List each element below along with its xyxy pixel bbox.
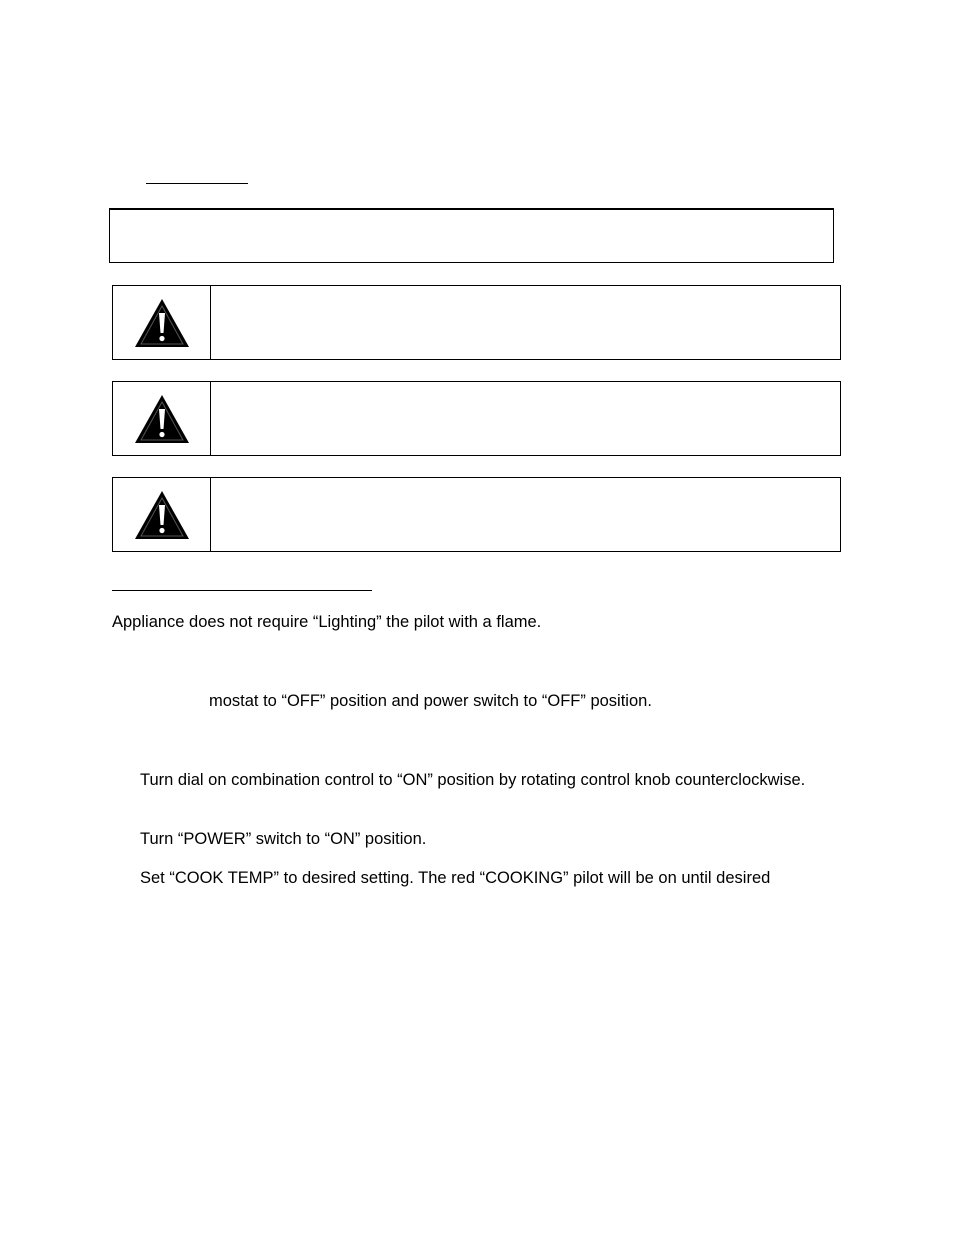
warning-triangle-icon (133, 489, 191, 541)
pilot-paragraph: Appliance does not require “Lighting” the pilot with a flame. (112, 613, 542, 631)
warning-text-cell (211, 478, 840, 551)
warning-triangle-icon (133, 393, 191, 445)
warning-box-3 (112, 477, 841, 552)
warning-icon-cell (113, 382, 211, 455)
step-cook-temp: Set “COOK TEMP” to desired setting. The red “COOKING” pilot will be on until desired (140, 869, 771, 887)
warning-box-1 (112, 285, 841, 360)
step-thermostat: mostat to “OFF” position and power switch to “OFF” position. (209, 692, 652, 710)
warning-icon-cell (113, 286, 211, 359)
section-underline (112, 590, 372, 591)
warning-text-cell (211, 286, 840, 359)
notice-box (109, 208, 834, 263)
warning-triangle-icon (133, 297, 191, 349)
step-power: Turn “POWER” switch to “ON” position. (140, 830, 427, 848)
warning-box-2 (112, 381, 841, 456)
step-dial: Turn dial on combination control to “ON” position by rotating control knob counterclockwise. (140, 771, 806, 789)
warning-text-cell (211, 382, 840, 455)
warning-icon-cell (113, 478, 211, 551)
heading-underline (146, 183, 248, 184)
